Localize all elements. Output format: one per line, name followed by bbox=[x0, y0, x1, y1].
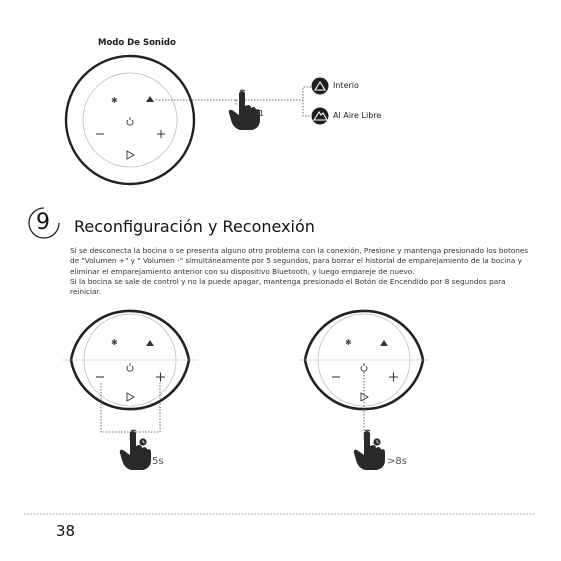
paragraph-reset: Si se desconecta la bocina o se presenta alguno otro problema con la conexión, Presione y mantenga presionado los botones de "Volumen +" y " Volumen -" simultáneamente por 5 segundos, para borrar el historial de emparejamiento de la bocina y eliminar el emparejamiento anterior con su dispositivo Bluetooth, y luego empareje de nuevo. bbox=[70, 246, 529, 276]
tent-icon bbox=[312, 78, 329, 95]
volume-up-icon bbox=[157, 130, 165, 138]
speaker-reset bbox=[62, 311, 198, 409]
power-icon bbox=[127, 117, 133, 125]
mountain-icon bbox=[312, 108, 329, 125]
press-count: x1 bbox=[254, 109, 264, 118]
section-number: 9 bbox=[36, 210, 50, 235]
restart-duration: >8s bbox=[387, 456, 407, 467]
page-number: 38 bbox=[56, 522, 76, 540]
svg-text:✱: ✱ bbox=[345, 338, 352, 347]
paragraph-restart: Si la bocina se sale de control y no la puede apagar, mantenga presionado el Botón de Encendido por 8 segundos para reiniciar. bbox=[70, 276, 506, 297]
option-indoor-label: Interio bbox=[333, 81, 359, 90]
section-title: Reconfiguración y Reconexión bbox=[74, 217, 315, 236]
sound-mode-icon bbox=[146, 96, 154, 102]
section-body bbox=[70, 246, 538, 297]
speaker-top bbox=[66, 56, 194, 184]
option-outdoor-label: Al Aire Libre bbox=[333, 111, 382, 120]
svg-text:✱: ✱ bbox=[111, 338, 118, 347]
play-icon bbox=[127, 151, 134, 159]
reset-duration: 5s bbox=[152, 456, 164, 467]
sound-mode-title: Modo De Sonido bbox=[98, 38, 176, 48]
bluetooth-icon: ✱ bbox=[111, 96, 118, 105]
